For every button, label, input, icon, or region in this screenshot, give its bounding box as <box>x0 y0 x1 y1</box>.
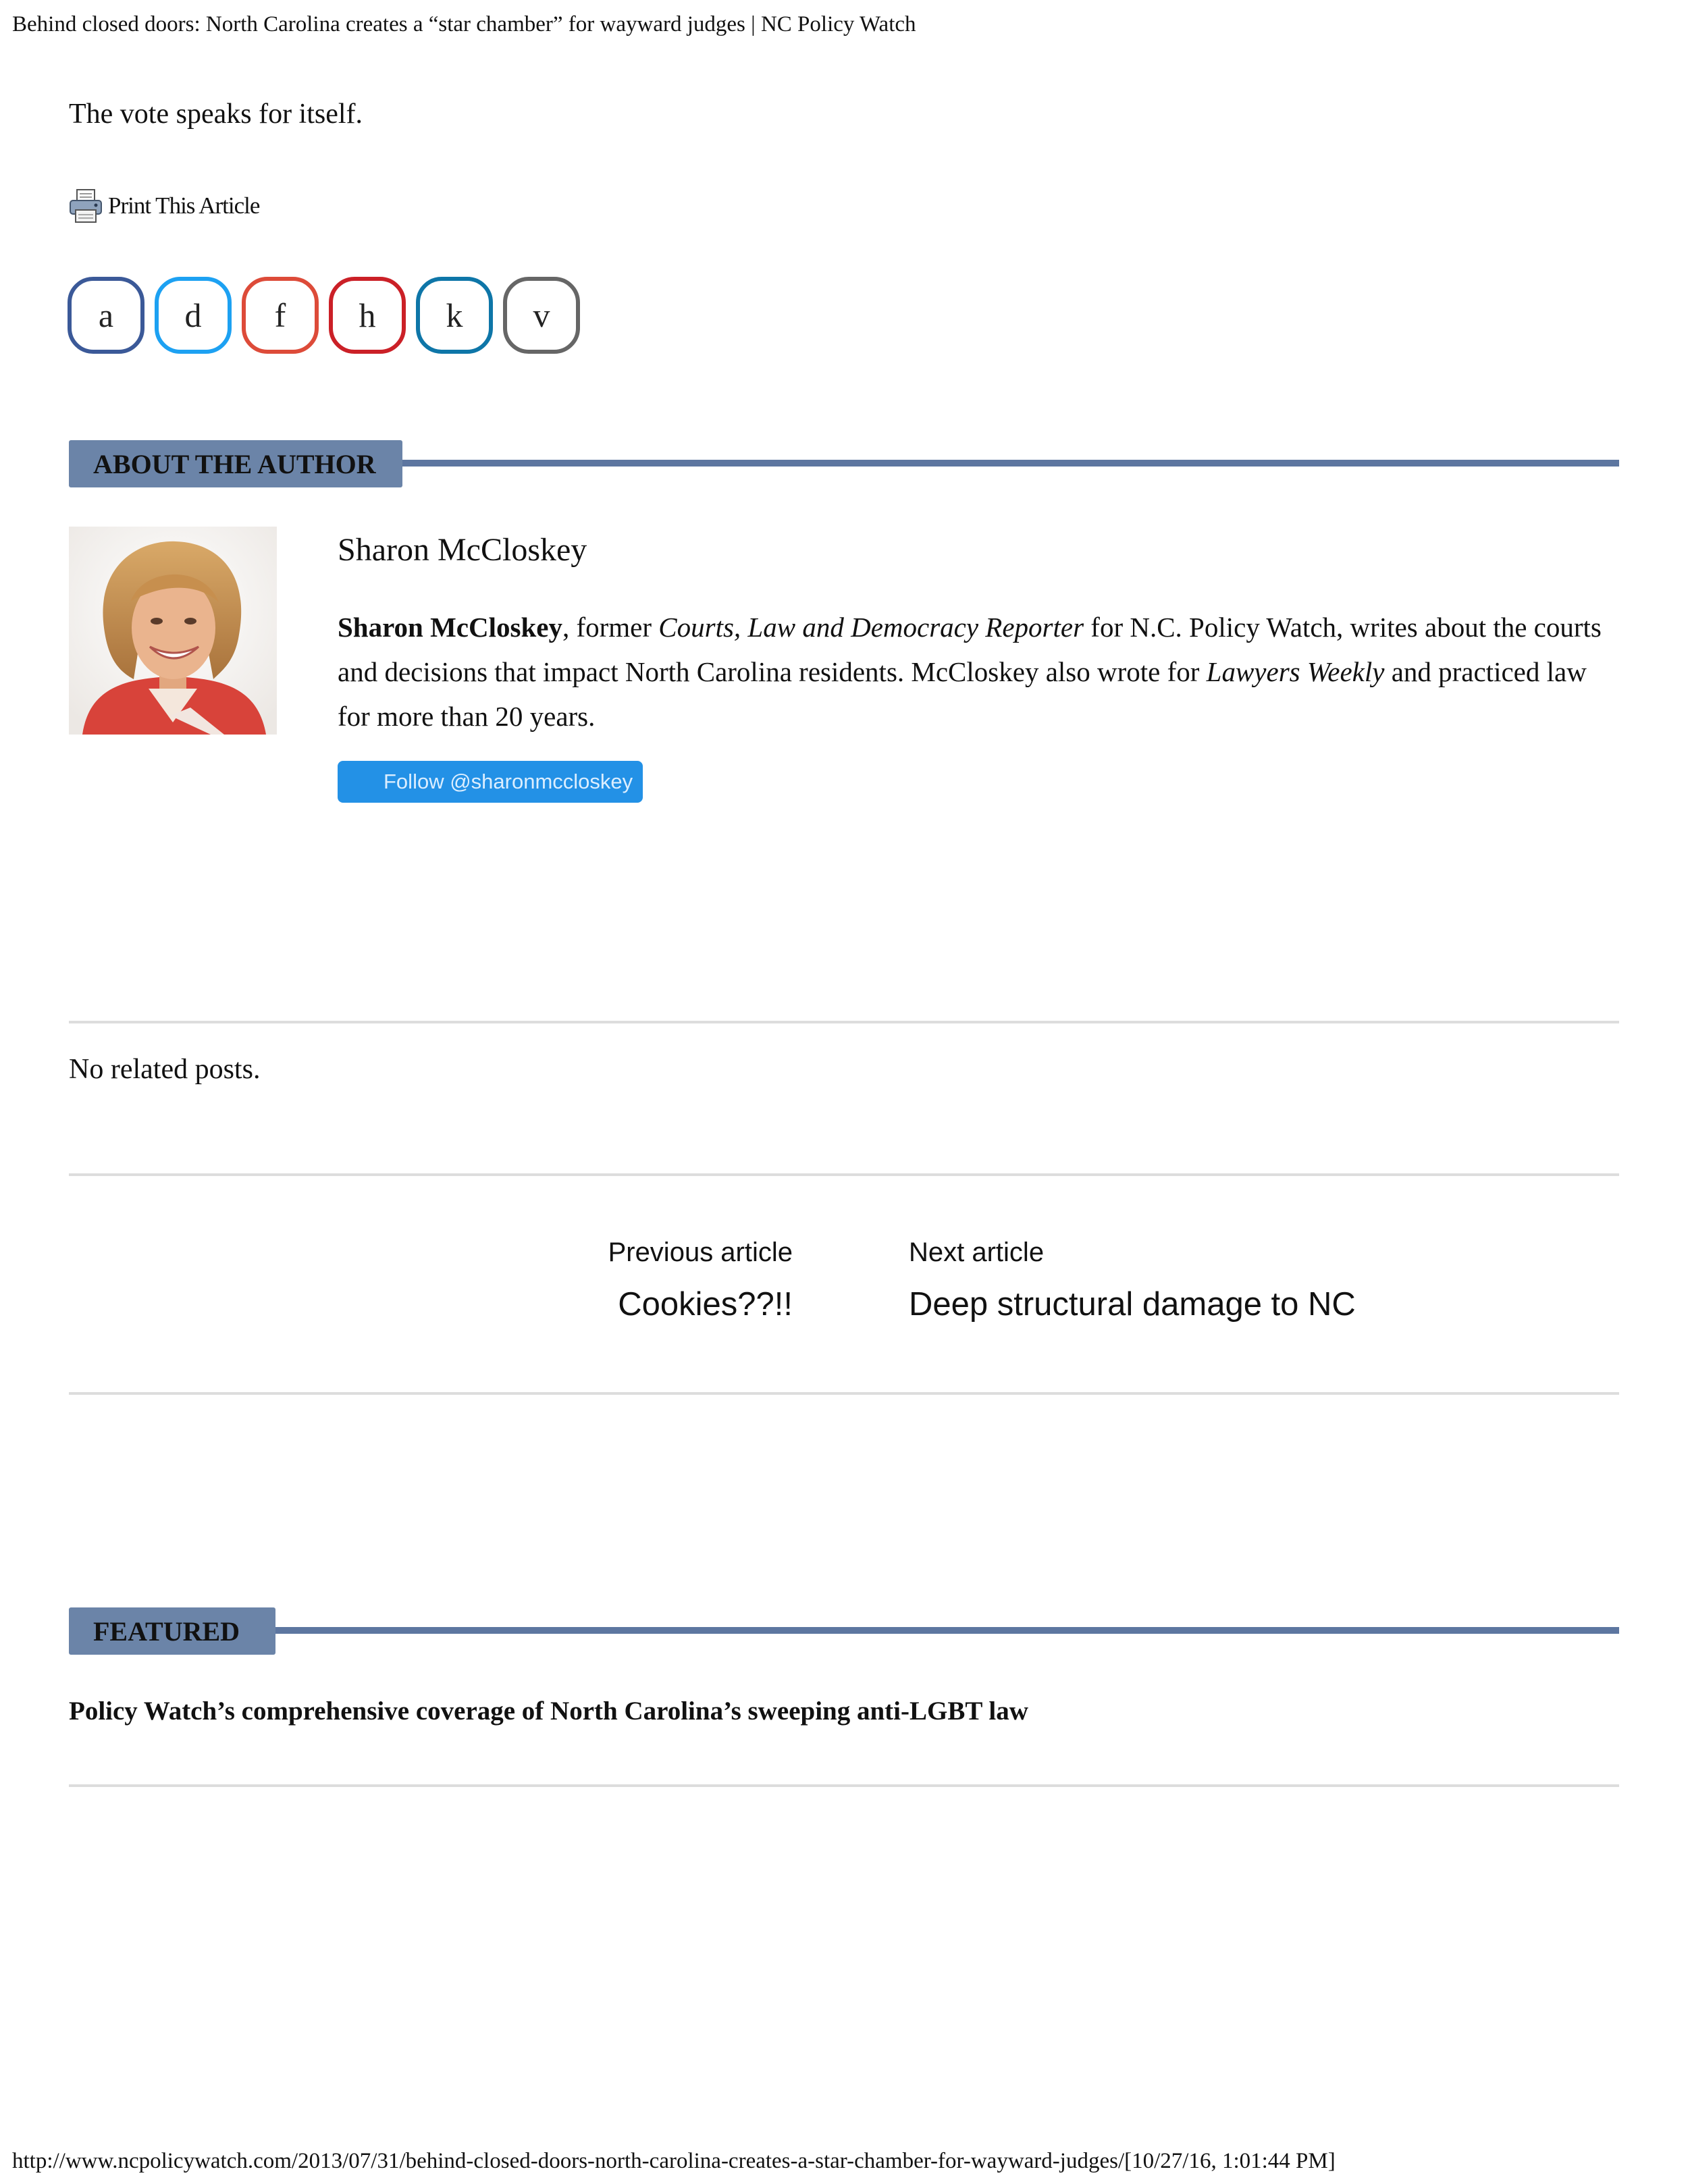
author-bio <box>338 605 1607 739</box>
share-glyph: f <box>274 296 286 334</box>
next-article-label: Next article <box>909 1237 1045 1267</box>
divider <box>69 1021 1619 1023</box>
share-glyph: h <box>359 296 376 334</box>
about-author-title: ABOUT THE AUTHOR <box>69 440 402 487</box>
divider <box>69 1784 1619 1787</box>
share-glyph: a <box>98 296 114 334</box>
author-avatar <box>69 527 277 735</box>
previous-article-title[interactable]: Cookies??!! <box>618 1286 793 1323</box>
page-header-title: Behind closed doors: North Carolina creates a “star chamber” for wayward judges | NC Policy Watch <box>12 12 916 36</box>
social-share-bar <box>68 277 580 354</box>
featured-article-link[interactable]: Policy Watch’s comprehensive coverage of North Carolina’s sweeping anti-LGBT law <box>69 1697 1028 1726</box>
share-button-d[interactable] <box>155 277 232 354</box>
previous-article-label: Previous article <box>608 1237 793 1267</box>
print-article-link[interactable] <box>68 187 259 225</box>
author-bio-text: for N.C. Policy Watch, writes about the courts and decisions that impact North Carolina residents. McCloskey also wrote for <box>338 612 1602 687</box>
share-glyph: v <box>533 296 550 334</box>
share-button-v[interactable] <box>503 277 580 354</box>
previous-article[interactable] <box>597 1237 793 1323</box>
article-closing-line: The vote speaks for itself. <box>69 99 363 130</box>
section-rule <box>400 460 1619 467</box>
print-article-label: Print This Article <box>108 192 260 219</box>
share-button-a[interactable] <box>68 277 144 354</box>
page-footer-url: http://www.ncpolicywatch.com/2013/07/31/behind-closed-doors-north-carolina-creates-a-star-chamber-for-wayward-judges/[10/27/16, 1:01:44 PM] <box>12 2149 1336 2173</box>
featured-title: FEATURED <box>69 1607 275 1655</box>
author-bio-text: , former <box>562 612 659 643</box>
divider <box>69 1173 1619 1176</box>
featured-header <box>69 1607 1688 1655</box>
author-name: Sharon McCloskey <box>338 532 587 568</box>
divider <box>69 1392 1619 1395</box>
author-bio-publication: Lawyers Weekly <box>1206 656 1385 687</box>
follow-twitter-label: Follow @sharonmccloskey <box>384 770 633 793</box>
next-article-title[interactable]: Deep structural damage to NC <box>909 1286 1356 1323</box>
author-bio-name: Sharon McCloskey <box>338 612 562 643</box>
share-button-f[interactable] <box>242 277 319 354</box>
related-posts-text: No related posts. <box>69 1054 261 1085</box>
follow-twitter-button[interactable] <box>338 761 643 803</box>
about-author-header <box>69 440 1688 487</box>
printer-icon <box>68 187 105 225</box>
share-glyph: d <box>184 296 202 334</box>
next-article[interactable] <box>909 1237 1356 1323</box>
share-glyph: k <box>446 296 463 334</box>
author-bio-role: Courts, Law and Democracy Reporter <box>658 612 1084 643</box>
author-bio-text: and practiced law for more than 20 years. <box>338 656 1587 732</box>
section-rule <box>274 1627 1619 1634</box>
share-button-h[interactable] <box>329 277 406 354</box>
share-button-k[interactable] <box>416 277 493 354</box>
